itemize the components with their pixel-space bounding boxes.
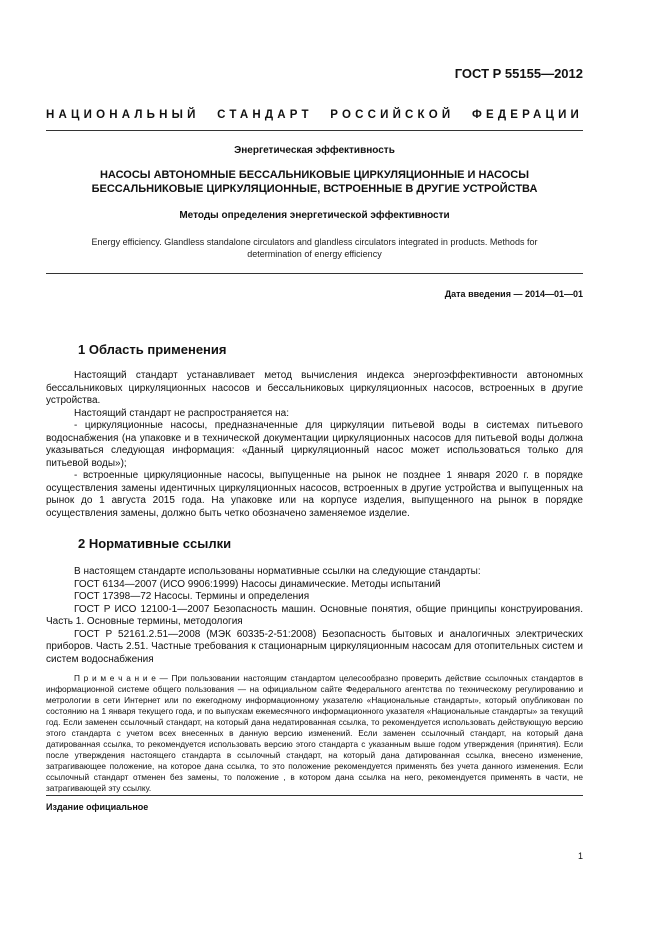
reference-item: ГОСТ 17398—72 Насосы. Термины и определения xyxy=(74,591,310,602)
header-rule xyxy=(46,130,583,131)
reference-item: ГОСТ Р ИСО 12100-1—2007 Безопасность машин. Основные понятия, общие принципы конструирования. Часть 1. Основные термины, методология xyxy=(46,603,583,627)
reference-item: ГОСТ 6134—2007 (ИСО 9906:1999) Насосы динамические. Методы испытаний xyxy=(74,578,441,590)
section-heading: 2 Нормативные ссылки xyxy=(78,536,232,551)
header-word: РОССИЙСКОЙ xyxy=(330,109,455,121)
intro-date: Дата введения — 2014—01—01 xyxy=(444,289,583,299)
title-line: НАСОСЫ АВТОНОМНЫЕ БЕССАЛЬНИКОВЫЕ ЦИРКУЛЯЦИОННЫЕ И НАСОСЫ xyxy=(99,169,529,181)
category: Энергетическая эффективность xyxy=(234,145,395,156)
english-title-line: Energy efficiency. Glandless standalone circulators and glandless circulators integrated in products. Methods for xyxy=(91,237,538,247)
english-title-line: determination of energy efficiency xyxy=(247,249,382,259)
document-subtitle: Методы определения энергетической эффективности xyxy=(179,210,450,221)
document-code: ГОСТ Р 55155—2012 xyxy=(454,66,583,81)
reference-item: ГОСТ Р 52161.2.51—2008 (МЭК 60335-2-51:2008) Безопасность бытовых и аналогичных электрических приборов. Часть 2.51. Частные требования к стационарным циркуляционным насосам для отопительных систем и систем водоснабжения xyxy=(46,628,583,665)
header-word: ФЕДЕРАЦИИ xyxy=(471,109,583,121)
national-standard-header xyxy=(46,109,583,121)
footer-rule xyxy=(46,795,583,796)
header-word: СТАНДАРТ xyxy=(217,109,313,121)
paragraph: В настоящем стандарте использованы нормативные ссылки на следующие стандарты: xyxy=(74,566,481,577)
note: П р и м е ч а н и е — При пользовании настоящим стандартом целесообразно проверить действие ссылочных стандартов в информационной системе общего пользования — на официальном сайте Федерального агентства по техническому регулированию и метрологии в сети Интернет или по ежегодному информационному указателю «Национальные стандарты», который опубликован по состоянию на 1 января текущего года, и по выпускам ежемесячного информационного указателя «Национальные стандарты» за текущий год. Если заменен ссылочный стандарт, на который дана недатированная ссылка, то рекомендуется использовать действующую версию этого стандарта с учетом всех внесенных в данную версию изменений. Если заменен ссылочный стандарт, на который дана датированная ссылка, то рекомендуется использовать версию этого стандарта с указанным выше годом утверждения (принятия). Если после утверждения настоящего стандарта в ссылочный стандарт, на который дана датированная ссылка, внесено изменение, затрагивающее положение, на которое дана ссылка, то это положение рекомендуется применять без учета данного изменения. Если ссылочный стандарт отменен без замены, то положение , в котором дана ссылка на него, рекомендуется применять в части, не затрагивающей эту ссылку. xyxy=(46,673,583,793)
edition-label: Издание официальное xyxy=(46,802,149,812)
page-number: 1 xyxy=(577,851,583,861)
english-title xyxy=(46,236,583,260)
document-title xyxy=(46,168,583,196)
paragraph: Настоящий стандарт не распространяется на: xyxy=(74,407,289,419)
paragraph: Настоящий стандарт устанавливает метод вычисления индекса энергоэффективности автономных бессальниковых циркуляционных насосов и бессальниковых циркуляционных насосов, встроенных в другие устройства. xyxy=(46,370,583,406)
header-word: НАЦИОНАЛЬНЫЙ xyxy=(46,109,200,121)
section-body xyxy=(46,370,583,520)
section-heading: 1 Область применения xyxy=(78,342,227,357)
title-rule xyxy=(46,273,583,274)
paragraph: - встроенные циркуляционные насосы, выпущенные на рынок не позднее 1 января 2020 г. в порядке осуществления замены идентичных циркуляционных насосов, встроенных в другие устройства и выпущенных на рынок до 1 августа 2015 года. На упаковке или на корпусе изделия, выпущенного на рынок в порядке осуществления замены, должно быть четко обозначено заменяемое изделие. xyxy=(46,470,583,519)
paragraph: - циркуляционные насосы, предназначенные для циркуляции питьевой воды в системах питьевого водоснабжения (на упаковке и в технической документации циркуляционных насосов для питьевой воды должна указываться следующая информация: «Данный циркуляционный насос может использоваться только для питьевой воды»); xyxy=(46,420,583,469)
section-body xyxy=(46,566,583,666)
title-line: БЕССАЛЬНИКОВЫЕ ЦИРКУЛЯЦИОННЫЕ, ВСТРОЕННЫЕ В ДРУГИЕ УСТРОЙСТВА xyxy=(91,183,538,195)
